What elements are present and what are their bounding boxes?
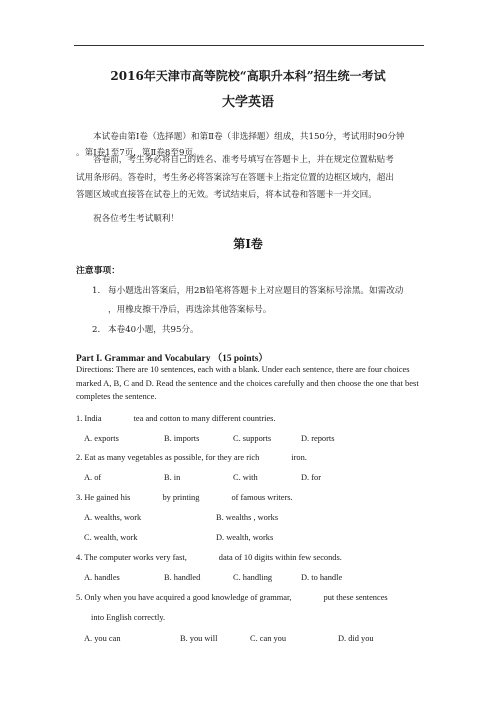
intro-p1-line2: 。第Ⅰ卷1至7页，第Ⅱ卷8至9页。 [76,148,202,158]
question-2-option-b: B. in [164,473,181,482]
question-3-option-a: A. wealths, work [84,513,142,522]
question-5-stem-line2: into English correctly. [91,613,166,622]
question-3-stem-b: by printing [162,493,200,502]
question-4-stem-b: data of 10 digits within few seconds. [218,553,342,562]
question-1-option-c: C. supports [233,434,272,443]
intro-p2-line3: 答题区域或直接答在试卷上的无效。考试结束后，将本试卷和答题卡一并交回。 [76,190,377,200]
intro-p2-line1: 答卷前，考生务必将自己的姓名、准考号填写在答题卡上，并在规定位置粘贴考 [93,155,394,165]
question-1-option-d: D. reports [301,434,335,443]
question-4-stem [76,553,342,562]
note-2-text: 本卷40小题，共95分。 [108,325,199,335]
part-1-title: Part I. Grammar and Vocabulary （15 points） [76,354,268,364]
question-4-option-a: A. handles [84,573,120,582]
question-3-option-c: C. wealth, work [84,533,138,542]
question-1-stem-b: tea and cotton to many different countries. [133,414,276,423]
question-2-option-c: C. with [233,473,258,482]
note-1-line2: ，用橡皮擦干净后，再选涂其他答案标号。 [108,305,272,315]
question-2-option-d: D. for [301,473,322,482]
question-4-option-d: D. to handle [301,573,343,582]
question-2-stem-a: 2. Eat as many vegetables as possible, for they are rich [76,453,260,462]
question-4-stem-a: 4. The computer works very fast, [76,553,187,562]
question-2-stem [76,453,307,462]
question-5-option-c: C. can you [250,634,287,643]
question-4-option-c: C. handling [233,573,273,582]
question-3-option-d: D. wealth, works [216,533,274,542]
part-1-directions: Directions: There are 10 sentences, each with a blank. Under each sentence, there are four choices marked A, B, C and D. Read the sentence and the choices carefully and then choose the one that best completes the sentence. [76,364,419,401]
note-2-number: 2. [92,325,101,335]
question-1-option-a: A. exports [84,434,119,443]
exam-title: 2016年天津市高等院校“高职升本科”招生统一考试 [110,69,386,83]
question-5-stem [76,593,388,602]
notes-heading: 注意事项： [76,266,120,276]
question-3-stem [76,493,293,502]
note-1-number: 1. [92,286,101,296]
intro-p2-line2: 试用条形码。答卷时，考生务必将答案涂写在答题卡上指定位置的边框区域内，超出 [76,172,394,183]
good-luck-text: 祝各位考生考试顺利！ [93,214,179,224]
question-1-option-b: B. imports [164,434,200,443]
question-3-stem-a: 3. He gained his [76,493,131,502]
question-1-stem-a: 1. India [76,414,102,423]
question-3-option-b: B. wealths , works [216,513,279,522]
note-1-line1: 每小题选出答案后，用2B铅笔将答题卡上对应题目的答案标号涂黑。如需改动 [108,286,404,296]
question-5-stem-a: 5. Only when you have acquired a good knowledge of grammar, [76,593,292,602]
question-5-stem-b: put these sentences [323,593,388,602]
question-2-stem-b: iron. [291,453,307,462]
section-title: 第Ⅰ卷 [233,237,263,251]
question-2-option-a: A. of [84,473,102,482]
intro-p1-line1: 本试卷由第Ⅰ卷（选择题）和第Ⅱ卷（非选择题）组成，共150分，考试用时90分钟 [93,132,405,142]
header-rule [74,45,424,46]
question-5-option-b: B. you will [180,634,218,643]
question-1-stem [76,414,276,423]
subject-title: 大学英语 [221,95,274,110]
question-5-option-a: A. you can [84,634,121,643]
question-5-option-d: D. did you [338,634,374,643]
question-3-stem-c: of famous writers. [231,493,293,502]
question-4-option-b: B. handled [164,573,201,582]
intro-paragraph-2 [76,152,426,205]
